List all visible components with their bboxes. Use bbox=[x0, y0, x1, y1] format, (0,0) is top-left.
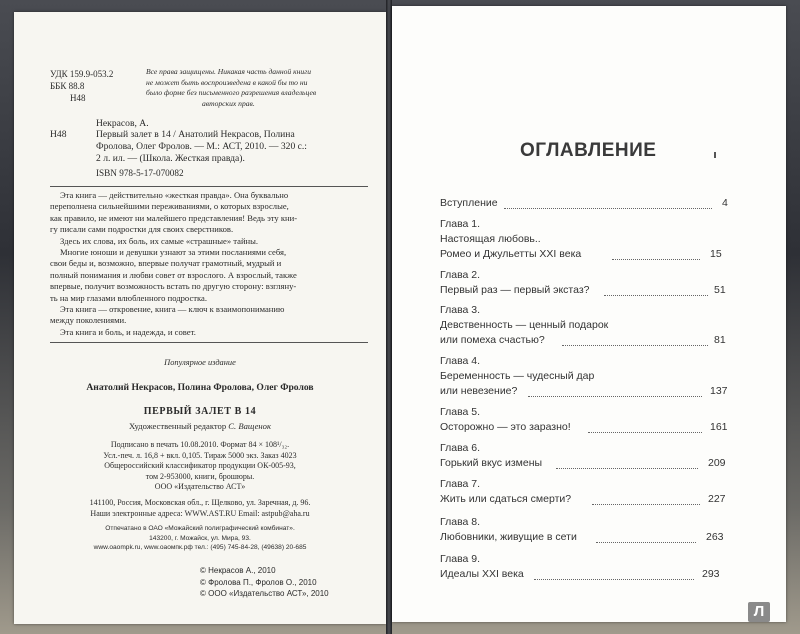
toc-chapter-label: Глава 9. bbox=[440, 553, 481, 565]
toc-leader bbox=[556, 468, 698, 469]
bbk-code: ББК 88.8 bbox=[50, 81, 85, 91]
toc-chapter-label: Глава 4. bbox=[440, 355, 481, 367]
toc-leader bbox=[534, 579, 694, 580]
toc-leader bbox=[588, 432, 702, 433]
toc-leader bbox=[596, 542, 696, 543]
author-mark: Н48 bbox=[70, 93, 86, 103]
toc-page-number: 227 bbox=[708, 493, 726, 505]
index-code: Н48 bbox=[50, 129, 67, 140]
toc-page-number: 263 bbox=[706, 531, 724, 543]
toc-leader bbox=[504, 208, 712, 209]
toc-chapter-label: Глава 1. bbox=[440, 218, 481, 230]
toc-chapter-label: Глава 3. bbox=[440, 304, 481, 316]
toc-entry-title: Ромео и Джульетты XXI века bbox=[440, 248, 582, 260]
rights-note: Все права защищены. Никакая часть данной книги не может быть воспроизведена в какой бы то ни было форме без письменного разрешения владельцев авторских прав. bbox=[146, 67, 317, 108]
art-editor: Художественный редактор С. Ващенок bbox=[129, 421, 271, 431]
toc-page-number: 209 bbox=[708, 457, 726, 469]
contents-page bbox=[392, 6, 786, 622]
bibliographic-record: Первый залет в 14 / Анатолий Некрасов, Полина Фролова, Олег Фролов. — М.: АСТ, 2010. — 320 с.: 2 л. ил. — (Школа. Жесткая правда). bbox=[96, 129, 307, 165]
toc-entry-title: или помеха счастью? bbox=[440, 334, 545, 346]
authors-line: Анатолий Некрасов, Полина Фролова, Олег Фролов bbox=[86, 382, 314, 393]
toc-leader bbox=[592, 504, 700, 505]
copyright-block: © Некрасов А., 2010 © Фролова П., Фролов О., 2010 © ООО «Издательство АСТ», 2010 bbox=[200, 566, 329, 598]
publisher-logo-icon: Л bbox=[748, 602, 770, 622]
toc-leader bbox=[604, 295, 708, 296]
toc-leader bbox=[528, 396, 702, 397]
toc-chapter-label: Глава 6. bbox=[440, 442, 481, 454]
annotation: Эта книга — действительно «жесткая правда». Она буквально переполнена сильнейшими переживаниями, о которых взрослые, как правило, не имеют ни малейшего представления! Ведь эту кни- гу писали сами подростки для своих сверстников. Здесь их слова, их боль, их самые «страшные» тайны. Многие юноши и девушки узнают за этими посланиями себя, свои беды и, возможно, впервые получат грамотный, мудрый и полный понимания и любви совет от взрослого. А взрослый, также впервые, получит возможность встать по другую сторону: взгляну- ть на мир глазами влюбленного подростка. Эта книга — откровение, книга — ключ к взаимопониманию между поколениями. Эта книга и боль, и надежда, и совет. bbox=[50, 190, 298, 337]
print-mark bbox=[714, 152, 716, 158]
toc-entry-title: Первый раз — первый экстаз? bbox=[440, 284, 590, 296]
toc-entry-title: Беременность — чудесный дар bbox=[440, 370, 595, 382]
author-heading: Некрасов, А. bbox=[96, 118, 149, 129]
popular-edition-label: Популярное издание bbox=[164, 358, 236, 367]
toc-entry-title: Идеалы XXI века bbox=[440, 568, 524, 580]
toc-chapter-label: Глава 7. bbox=[440, 478, 481, 490]
book-title: ПЕРВЫЙ ЗАЛЕТ В 14 bbox=[143, 406, 257, 417]
toc-entry-title: или невезение? bbox=[440, 385, 518, 397]
udc-code: УДК 159.9-053.2 bbox=[50, 69, 114, 79]
toc-entry-title: Девственность — ценный подарок bbox=[440, 319, 609, 331]
toc-page-number: 81 bbox=[714, 334, 726, 346]
publisher-address: 141100, Россия, Московская обл., г. Щелково, ул. Заречная, д. 96. Наши электронные адреса: WWW.AST.RU Email: astpub@aha.ru bbox=[89, 498, 311, 518]
toc-entry-title: Жить или сдаться смерти? bbox=[440, 493, 572, 505]
toc-entry-title: Осторожно — это заразно! bbox=[440, 421, 571, 433]
toc-page-number: 137 bbox=[710, 385, 728, 397]
toc-entry-title: Любовники, живущие в сети bbox=[440, 531, 577, 543]
toc-entry-title: Настоящая любовь.. bbox=[440, 233, 541, 245]
toc-entry-title: Вступление bbox=[440, 197, 498, 209]
isbn: ISBN 978-5-17-070082 bbox=[96, 168, 184, 178]
divider bbox=[50, 342, 368, 343]
divider bbox=[50, 186, 368, 187]
imprint-page bbox=[14, 12, 386, 624]
toc-chapter-label: Глава 5. bbox=[440, 406, 481, 418]
toc-page-number: 161 bbox=[710, 421, 728, 433]
toc-leader bbox=[562, 345, 708, 346]
toc-title: ОГЛАВЛЕНИЕ bbox=[520, 140, 657, 161]
toc-leader bbox=[612, 259, 700, 260]
toc-page-number: 293 bbox=[702, 568, 720, 580]
toc-chapter-label: Глава 2. bbox=[440, 269, 481, 281]
printer-info: Отпечатано в ОАО «Можайский полиграфический комбинат». 143200, г. Можайск, ул. Мира, 93. www.oaompk.ru, www.оаомпк.рф тел.: (495) 745-84-28, (49638) 20-685 bbox=[93, 525, 307, 552]
toc-page-number: 51 bbox=[714, 284, 726, 296]
toc-chapter-label: Глава 8. bbox=[440, 516, 481, 528]
toc-page-number: 15 bbox=[710, 248, 722, 260]
toc-page-number: 4 bbox=[722, 197, 728, 209]
print-info: Подписано в печать 10.08.2010. Формат 84 × 108¹/₃₂. Усл.-печ. л. 16,8 + вкл. 0,105. Тираж 5000 экз. Заказ 4023 Общероссийский классификатор продукции ОК-005-93, том 2-953000, книги, брошюры. ООО «Издательство АСТ» bbox=[103, 440, 297, 492]
toc-entry-title: Горький вкус измены bbox=[440, 457, 543, 469]
